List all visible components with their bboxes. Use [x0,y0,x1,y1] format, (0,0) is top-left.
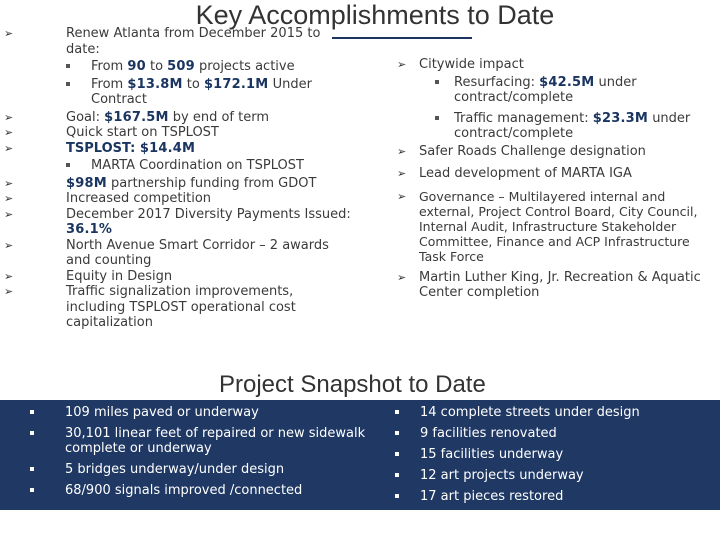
arrow-bullet-icon: ➢ [4,176,14,190]
arrow-bullet-icon: ➢ [4,110,14,124]
snapshot-item-text: 30,101 linear feet of repaired or new sidewalk complete or underway [65,426,366,456]
text: Traffic management: [454,110,593,126]
snapshot-item-text: 9 facilities renovated [420,426,557,441]
square-bullet-icon [395,452,399,456]
right-accomplishments-list [397,57,702,301]
arrow-bullet-icon: ➢ [397,167,407,180]
list-item-text: North Avenue Smart Corridor – 2 awards and counting [66,237,329,268]
highlight-value: $13.8M [127,76,183,92]
list-item [397,166,702,182]
sub-list-item [4,77,354,108]
snapshot-item [395,447,695,462]
list-item [4,238,354,269]
list-item [4,284,354,331]
arrow-bullet-icon: ➢ [4,126,14,139]
snapshot-title: Project Snapshot to Date [219,371,486,398]
list-item [4,176,354,192]
arrow-bullet-icon: ➢ [397,144,407,158]
snapshot-item-text: 12 art projects underway [420,468,584,483]
list-item [4,207,354,238]
highlight-value: $14.4M [139,140,196,156]
list-item [4,26,354,57]
square-bullet-icon [30,467,34,471]
text: Goal: [66,109,105,125]
list-item-text: Governance – Multilayered internal and external, Project Control Board, City Council, Internal Audit, Infrastructure Stakeholder Committee, Finance and ACP Infrastructure Task Force [419,188,698,264]
list-item-text: Quick start on TSPLOST [66,125,219,140]
snapshot-item [30,426,380,456]
arrow-bullet-icon: ➢ [4,269,14,283]
text: under contract/complete [454,110,691,141]
snapshot-right-list [395,405,695,510]
snapshot-item [395,468,695,483]
list-item [397,270,702,301]
list-item-text: Increased competition [66,191,212,206]
snapshot-item [30,405,380,420]
highlight-value: $167.5M [104,109,169,125]
highlight-value: $23.3M [592,110,649,126]
snapshot-item-text: 109 miles paved or underway [65,405,259,420]
arrow-bullet-icon: ➢ [4,285,14,298]
snapshot-item [395,405,695,420]
snapshot-item [395,426,695,441]
snapshot-item-text: 5 bridges underway/under design [65,462,285,477]
list-item-text: Martin Luther King, Jr. Recreation & Aquatic Center completion [419,269,701,300]
list-item [4,141,354,157]
list-item [4,125,354,141]
square-bullet-icon [30,410,34,414]
snapshot-item-text: 15 facilities underway [420,447,564,462]
text: to [182,76,204,92]
sub-list-item [397,111,702,142]
arrow-bullet-icon: ➢ [4,192,14,205]
list-item [397,57,702,73]
list-item [4,110,354,126]
square-bullet-icon [66,163,70,167]
snapshot-item-text: 14 complete streets under design [420,405,640,420]
text: partnership funding from GDOT [106,175,317,191]
square-bullet-icon [66,64,70,68]
list-item [397,144,702,160]
square-bullet-icon [435,80,439,84]
text: Resurfacing: [454,74,540,90]
arrow-bullet-icon: ➢ [4,27,14,40]
list-item [397,189,702,264]
arrow-bullet-icon: ➢ [397,58,407,71]
square-bullet-icon [395,494,399,498]
snapshot-item-text: 17 art pieces restored [420,489,564,504]
highlight-value: 90 [127,59,146,74]
snapshot-item [30,462,380,477]
sub-list-item [397,75,702,106]
highlight-value: $172.1M [203,76,269,92]
list-item-text: Equity in Design [66,268,173,284]
arrow-bullet-icon: ➢ [397,189,407,203]
arrow-bullet-icon: ➢ [4,238,14,252]
list-item-text: December 2017 Diversity Payments Issued: [66,206,351,222]
sub-list-item [4,59,354,75]
text: TSPLOST: [66,140,140,156]
square-bullet-icon [30,431,34,435]
snapshot-item [30,483,380,498]
text: projects active [194,59,295,74]
highlight-value: 36.1% [66,222,113,237]
arrow-bullet-icon: ➢ [397,270,407,284]
square-bullet-icon [66,82,70,86]
text: From [91,59,128,74]
list-item-text: Citywide impact [419,57,524,72]
list-item-text: MARTA Coordination on TSPLOST [91,158,304,173]
list-item-text: Traffic signalization improvements, including TSPLOST operational cost capitalization [66,284,296,330]
arrow-bullet-icon: ➢ [4,207,14,221]
left-accomplishments-list [4,26,354,331]
snapshot-panel [0,400,720,510]
list-item-text: Lead development of MARTA IGA [419,166,632,181]
list-item [4,269,354,285]
text: Under Contract [91,76,312,107]
text: to [145,59,168,74]
square-bullet-icon [30,488,34,492]
text: by end of term [168,109,270,125]
highlight-value: $42.5M [539,74,595,90]
highlight-value: 509 [167,59,195,74]
slide-title: Key Accomplishments to Date [195,0,555,30]
highlight-value: $98M [66,175,107,191]
list-item [4,191,354,207]
list-item-text: Safer Roads Challenge designation [419,143,646,159]
snapshot-left-list [30,405,380,504]
sub-list-item [4,158,354,174]
square-bullet-icon [435,116,439,120]
snapshot-item [395,489,695,504]
text: under contract/complete [454,74,637,105]
text: From [91,76,128,92]
square-bullet-icon [395,410,399,414]
square-bullet-icon [395,431,399,435]
list-item-text: Renew Atlanta from December 2015 to date: [66,26,321,57]
arrow-bullet-icon: ➢ [4,141,14,155]
snapshot-item-text: 68/900 signals improved /connected [65,483,303,498]
square-bullet-icon [395,473,399,477]
